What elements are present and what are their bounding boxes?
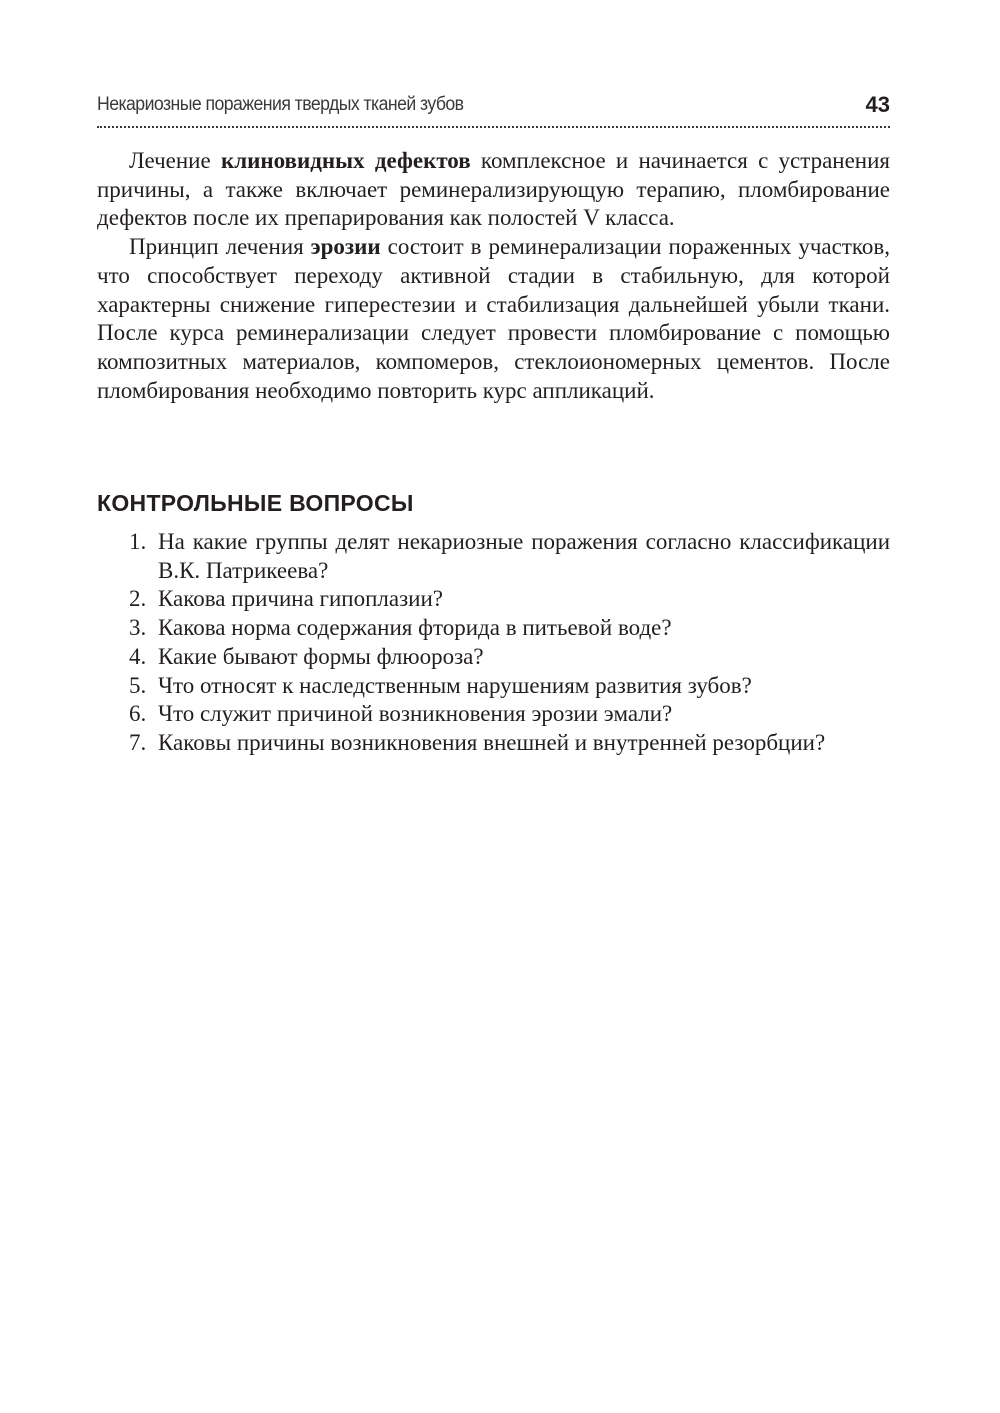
paragraph-wedge-defects bbox=[97, 147, 890, 233]
question-text: Что служит причиной возникновения эрозии эмали? bbox=[158, 701, 673, 727]
question-number: 3. bbox=[129, 615, 147, 641]
question-text: На какие группы делят некариозные поражения согласно классификации В.К. Патрикеева? bbox=[158, 529, 890, 583]
term-wedge-defects: клиновидных дефектов bbox=[220, 148, 471, 173]
term-erosion: эрозии bbox=[310, 234, 381, 260]
question-item bbox=[97, 700, 890, 729]
section-heading: КОНТРОЛЬНЫЕ ВОПРОСЫ bbox=[97, 490, 414, 516]
question-item bbox=[97, 643, 890, 672]
paragraph-text: Лечение bbox=[129, 148, 221, 173]
question-number: 7. bbox=[129, 729, 147, 755]
question-number: 6. bbox=[129, 701, 147, 727]
question-item bbox=[97, 585, 890, 614]
page-number: 43 bbox=[865, 92, 890, 117]
running-title: Некариозные поражения твердых тканей зубов bbox=[97, 94, 464, 115]
paragraph-text: Принцип лечения bbox=[129, 234, 311, 260]
question-text: Какие бывают формы флюороза? bbox=[158, 643, 484, 669]
question-text: Какова причина гипоплазии? bbox=[158, 586, 443, 612]
question-number: 1. bbox=[129, 529, 147, 554]
running-header bbox=[97, 92, 890, 128]
question-text: Что относят к наследственным нарушениям развития зубов? bbox=[158, 672, 752, 698]
question-item bbox=[97, 528, 890, 585]
body-text bbox=[97, 147, 890, 405]
paragraph-text: комплексное и начинается с устранения причины, а также включает реминерализирующую терапию, пломбирование дефектов после их препарирования как полостей V класса. bbox=[97, 148, 891, 231]
paragraph-text: состоит в реминерализации пораженных участков, что способствует переходу активной стадии в стабильную, для которой характерны снижение гиперестезии и стабилизация дальнейшей убыли ткани. После курса реминерализации следует провести пломбирование с помощью композитных материалов, компомеров, стеклоиономерных цементов. После пломбирования необходимо повторить курс аппликаций. bbox=[97, 234, 890, 403]
question-item bbox=[97, 672, 890, 701]
questions-list bbox=[97, 528, 890, 758]
question-number: 4. bbox=[129, 643, 147, 669]
question-text: Какова норма содержания фторида в питьевой воде? bbox=[158, 615, 672, 641]
question-item bbox=[97, 614, 890, 643]
question-number: 5. bbox=[129, 672, 147, 698]
question-item bbox=[97, 729, 890, 758]
paragraph-erosion bbox=[97, 233, 890, 405]
question-text: Каковы причины возникновения внешней и внутренней резорбции? bbox=[158, 729, 826, 755]
question-number: 2. bbox=[129, 586, 147, 612]
